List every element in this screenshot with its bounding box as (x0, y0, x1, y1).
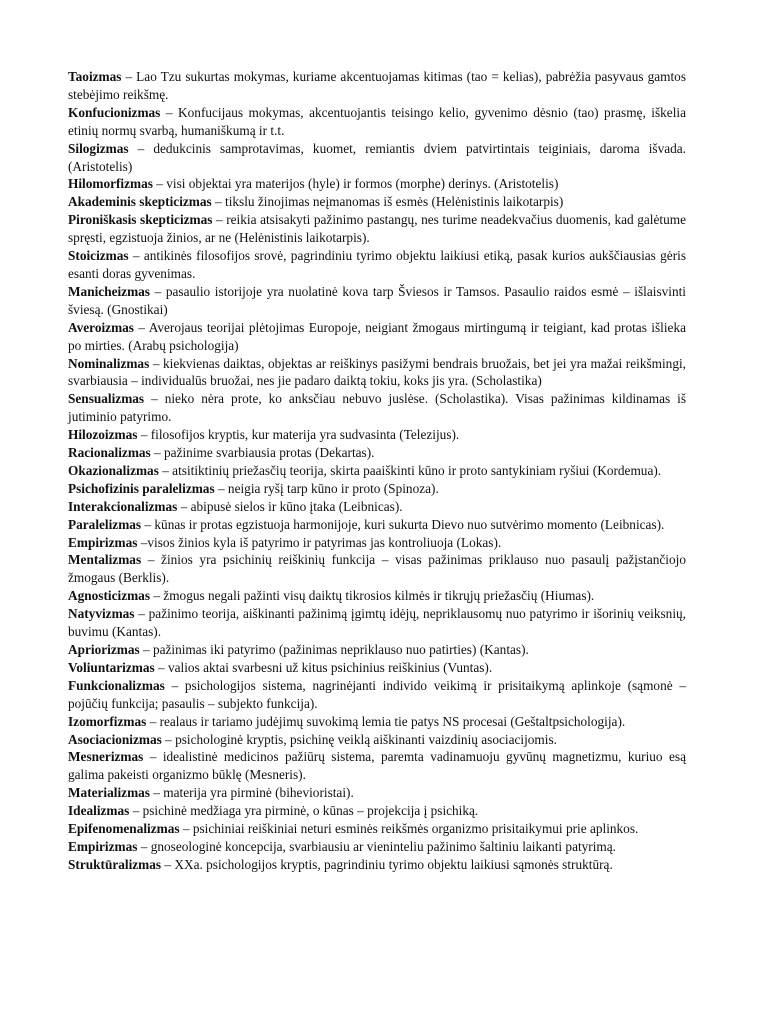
glossary-entry (68, 731, 686, 749)
entry-term: Mesnerizmas (68, 749, 144, 765)
entry-term: Taoizmas (68, 69, 122, 84)
entry-term: Stoicizmas (68, 248, 129, 264)
glossary-entry (68, 677, 686, 713)
glossary-entry (68, 498, 686, 516)
glossary-entry (68, 551, 686, 587)
entry-definition: – Averojaus teorijai plėtojimas Europoje, neigiant žmogaus mirtingumą ir teigiant, kad protas išlieka po mirties. (Arabų psichologija) (68, 319, 686, 353)
entry-definition: – psichiniai reiškiniai neturi esminės reikšmės organizmo prisitaikymui prie aplinkos. (179, 821, 639, 837)
entry-term: Paralelizmas (68, 516, 142, 532)
entry-term: Akademinis skepticizmas (68, 194, 212, 210)
glossary-entry (68, 856, 686, 874)
glossary-list (68, 68, 686, 874)
entry-definition: – žinios yra psichinių reiškinių funkcija – visas pažinimas priklauso nuo pasaulį pažįstančiojo žmogaus (Berklis). (68, 552, 686, 586)
glossary-entry (68, 319, 686, 355)
entry-term: Nominalizmas (68, 355, 150, 371)
glossary-entry (68, 211, 686, 247)
entry-term: Sensualizmas (68, 391, 145, 407)
entry-definition: – realaus ir tariamo judėjimų suvokimą lemia tie patys NS procesai (Geštaltpsichologija). (146, 713, 626, 729)
entry-term: Hilomorfizmas (68, 176, 153, 192)
entry-definition: – atsitiktinių priežasčių teorija, skirta paaiškinti kūno ir proto santykiniam ryšiui (Kordemua). (158, 462, 662, 478)
glossary-entry (68, 444, 686, 462)
entry-definition: – materija yra pirminė (bihevioristai). (149, 785, 354, 801)
entry-definition: – pasaulio istorijoje yra nuolatinė kova tarp Šviesos ir Tamsos. Pasaulio raidos esmė – išlaisvinti šviesą. (Gnostikai) (68, 283, 686, 317)
entry-term: Psichofizinis paralelizmas (68, 480, 215, 496)
glossary-entry (68, 820, 686, 838)
entry-term: Racionalizmas (68, 445, 151, 461)
entry-definition: – žmogus negali pažinti visų daiktų tikrosios kilmės ir tikrųjų priežasčių (Hiumas). (150, 588, 595, 604)
glossary-entry (68, 390, 686, 426)
entry-definition: – Konfucijaus mokymas, akcentuojantis teisingo kelio, gyvenimo dėsnio (tao) prasmę, iškelia etinių normų svarbą, humaniškumą ir t.t. (68, 104, 686, 138)
entry-definition: – kiekvienas daiktas, objektas ar reiškinys pasižymi bendrais bruožais, bet jei yra mažai reikšmingi, svarbiausia – individualūs bruožai, nes jie padaro daiktą tokiu, koks jis yra. (Scholastika) (68, 355, 686, 389)
entry-definition: – psichinė medžiaga yra pirminė, o kūnas – projekcija į psichiką. (129, 803, 479, 819)
glossary-entry (68, 516, 686, 534)
entry-term: Natyvizmas (68, 606, 135, 622)
entry-definition: – kūnas ir protas egzistuoja harmonijoje, kuri sukurta Dievo nuo sutvėrimo momento (Leibnicas). (141, 516, 665, 532)
entry-term: Asociacionizmas (68, 731, 162, 747)
glossary-entry (68, 641, 686, 659)
glossary-entry (68, 802, 686, 820)
entry-definition: – reikia atsisakyti pažinimo pastangų, nes turime neadekvačius duomenis, kad galėtume spręsti, egzistuoja žinios, ar ne (Helėnistinis laikotarpis). (68, 212, 686, 246)
entry-term: Empirizmas (68, 534, 138, 550)
entry-definition: –visos žinios kyla iš patyrimo ir patyrimas jas kontroliuoja (Lokas). (137, 534, 502, 550)
entry-term: Pironiškasis skepticizmas (68, 212, 213, 228)
glossary-entry (68, 355, 686, 391)
entry-term: Materializmas (68, 785, 150, 801)
entry-term: Konfucionizmas (68, 104, 161, 120)
entry-definition: – filosofijos kryptis, kur materija yra sudvasinta (Telezijus). (137, 427, 460, 443)
entry-term: Izomorfizmas (68, 713, 147, 729)
entry-definition: – tikslu žinojimas neįmanomas iš esmės (Helėnistinis laikotarpis) (211, 194, 564, 210)
entry-definition: – Lao Tzu sukurtas mokymas, kuriame akcentuojamas kitimas (tao = kelias), pabrėžia pasyvaus gamtos stebėjimo reikšmę. (68, 69, 686, 102)
entry-term: Mentalizmas (68, 552, 142, 568)
entry-definition: – visi objektai yra materijos (hyle) ir formos (morphe) derinys. (Aristotelis) (152, 176, 559, 192)
glossary-entry (68, 784, 686, 802)
entry-definition: – dedukcinis samprotavimas, kuomet, remiantis dviem patvirtintais teiginiais, daroma išvada. (Aristotelis) (68, 140, 686, 174)
glossary-entry (68, 193, 686, 211)
glossary-entry (68, 713, 686, 731)
entry-term: Hilozoizmas (68, 427, 138, 443)
entry-definition: – valios aktai svarbesni už kitus psichinius reiškinius (Vuntas). (154, 659, 493, 675)
glossary-entry (68, 68, 686, 104)
entry-term: Interakcionalizmas (68, 498, 178, 514)
glossary-entry (68, 426, 686, 444)
glossary-entry (68, 480, 686, 498)
glossary-entry (68, 748, 686, 784)
glossary-entry (68, 534, 686, 552)
entry-term: Epifenomenalizmas (68, 821, 180, 837)
entry-term: Voliuntarizmas (68, 659, 155, 675)
glossary-entry (68, 659, 686, 677)
glossary-entry (68, 104, 686, 140)
entry-definition: – nieko nėra prote, ko anksčiau nebuvo juslėse. (Scholastika). Visas pažinimas kildinamas iš jutiminio patyrimo. (68, 391, 686, 425)
entry-term: Empirizmas (68, 838, 138, 854)
entry-term: Okazionalizmas (68, 462, 159, 478)
entry-term: Apriorizmas (68, 642, 140, 657)
entry-term: Silogizmas (68, 140, 129, 156)
entry-definition: – abipusė sielos ir kūno įtaka (Leibnicas). (177, 498, 403, 514)
glossary-entry (68, 838, 686, 856)
entry-term: Agnosticizmas (68, 588, 150, 604)
entry-definition: – antikinės filosofijos srovė, pagrindiniu tyrimo objektu laikiusi etiką, pasak kurios aukščiausias gėris esanti doras gyvenimas. (68, 248, 686, 281)
entry-term: Struktūralizmas (68, 856, 162, 872)
entry-definition: – pažinime svarbiausia protas (Dekartas). (150, 445, 375, 461)
glossary-entry (68, 175, 686, 193)
glossary-entry (68, 605, 686, 641)
entry-term: Averoizmas (68, 319, 134, 335)
glossary-entry (68, 587, 686, 605)
glossary-entry (68, 247, 686, 283)
glossary-entry (68, 140, 686, 176)
entry-term: Funkcionalizmas (68, 677, 165, 693)
entry-definition: – pažinimo teorija, aiškinanti pažinimą įgimtų idėjų, nepriklausomų nuo patyrimo ir išorinių veiksnių, buvimu (Kantas). (68, 606, 686, 640)
entry-definition: – XXa. psichologijos kryptis, pagrindiniu tyrimo objektu laikiusi sąmonės struktūrą. (161, 856, 613, 872)
glossary-entry (68, 462, 686, 480)
entry-term: Manicheizmas (68, 283, 150, 299)
entry-definition: – psichologinė kryptis, psichinę veiklą aiškinanti vaizdinių asociacijomis. (161, 731, 557, 747)
entry-definition: – neigia ryšį tarp kūno ir proto (Spinoza). (214, 480, 439, 496)
entry-definition: – idealistinė medicinos pažiūrų sistema, paremta vadinamuoju gyvūnų magnetizmu, kuriuo esą galima pakeisti organizmo būklę (Mesneris). (68, 749, 686, 783)
entry-term: Idealizmas (68, 803, 130, 819)
entry-definition: – pažinimas iki patyrimo (pažinimas nepriklauso nuo patirties) (Kantas). (139, 642, 529, 657)
entry-definition: – psichologijos sistema, nagrinėjanti individo veikimą ir prisitaikymą aplinkoje (sąmonė – pojūčių funkcija; pasaulis – subjekto funkcija). (68, 677, 686, 711)
entry-definition: – gnoseologinė koncepcija, svarbiausiu ar vieninteliu pažinimo šaltiniu laikanti patyrimą. (137, 838, 617, 854)
glossary-entry (68, 283, 686, 319)
